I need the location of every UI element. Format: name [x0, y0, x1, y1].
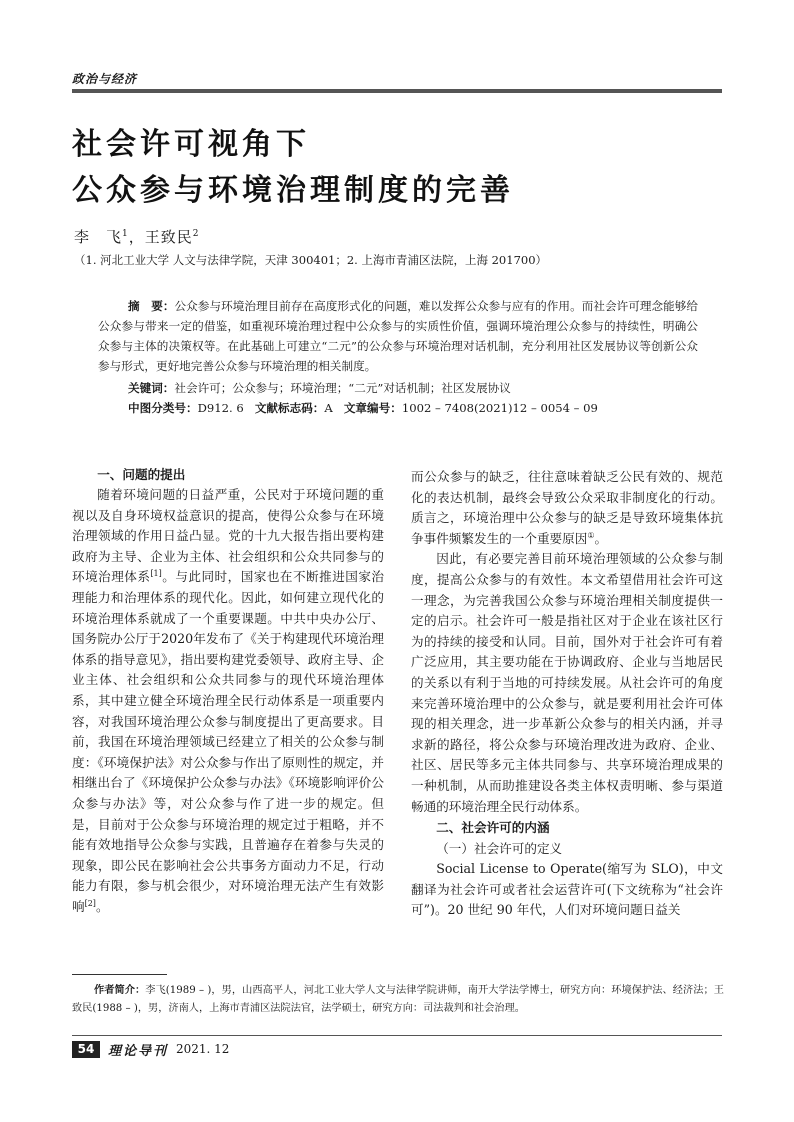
paragraph-1-part-b: 。与此同时，国家也在不断推进国家治理能力和治理体系的现代化。因此，如何建立现代化的环境治理体系就成了一个重要课题。中共中央办公厅、国务院办公厅于2020年发布了《关于构建现代环境治理体系的指导意见》，指出要构建党委领导、政府主导、企业主体、社会组织和公众共同参与的现代环境治理体系，其中建立健全环境治理全民行动体系是一项重要内容，对我国环境治理公众参与制度提出了更高要求。目前，我国在环境治理领域已经建立了相关的公众参与制度：《环境保护法》对公众参与作出了原则性的规定，并相继出台了《环境保护公众参与办法》《环境影响评价公众参与办法》等，对公众参与作了进一步的规定。但是，目前对于公众参与环境治理的规定过于粗略，并不能有效地指导公众参与实践，且普遍存在着参与失灵的现象，即公民在影响社会公共事务方面动力不足，行动能力有限，参与机会很少，对环境治理无法产生有效影响 — [72, 569, 385, 914]
paragraph-3: 因此，有必要完善目前环境治理领域的公众参与制度，提高公众参与的有效性。本文希望借用社会许可这一理念，为完善我国公众参与环境治理相关制度提供一定的启示。社会许可一般是指社区对于企业在该社区行为的持续的接受和认同。目前，国外对于社会许可有着广泛应用，其主要功能在于协调政府、企业与当地居民的关系以有利于当地的可持续发展。从社会许可的角度来完善环境治理中的公众参与，就是要利用社会许可体现的相关理念，进一步革新公众参与的相关内涵，并寻求新的路径，将公众参与环境治理改进为政府、企业、社区、居民等多元主体共同参与、共享环境治理成果的一种机制，从而助推建设各类主体权责明晰、参与渠道畅通的环境治理全民行动体系。 — [411, 551, 723, 814]
page-number: 54 — [72, 1041, 100, 1058]
footnote-rule — [72, 974, 167, 975]
article-title-line-2: 公众参与环境治理制度的完善 — [72, 173, 514, 208]
section-heading-1: 一、问题的提出 — [97, 467, 186, 482]
body-column-right — [411, 467, 723, 921]
paragraph-2 — [411, 467, 723, 549]
section-tag: 政治与经济 — [72, 72, 138, 86]
abstract-label: 摘 要： — [128, 299, 175, 313]
section-heading-2: 二、社会许可的内涵 — [436, 820, 550, 836]
author-bio-label: 作者简介： — [94, 985, 146, 996]
doc-code-value: A — [324, 401, 333, 415]
citation-2: [2] — [84, 898, 96, 908]
article-no-label: 文章编号： — [343, 401, 402, 415]
issue-number: 2021. 12 — [176, 1042, 230, 1056]
author-1-mark: 1 — [122, 229, 129, 239]
paragraph-4: Social License to Operate(缩写为 SLO)，中文翻译为社会许可或者社会运营许可(下文统称为“社会许可”)。20 世纪 90 年代，人们对环境问题日益关 — [411, 861, 723, 918]
body-column-left — [72, 464, 384, 917]
author-bio-text: 李飞(1989 – )，男，山西高平人，河北工业大学人文与法律学院讲师，南开大学法学博士，研究方向：环境保护法、经济法；王致民(1988 – )，男，济南人，上海市青浦区法院法官，法学硕士，研究方向：司法裁判和社会治理。 — [72, 985, 724, 1014]
author-2: 王致民 — [144, 228, 193, 246]
doc-code-label: 文献标志码： — [254, 401, 325, 415]
paragraph-1-part-a: 随着环境问题的日益严重，公民对于环境问题的重视以及自身环境权益意识的提高，使得公众参与在环境治理领域的作用日益凸显。党的十九大报告指出要构建政府为主导、企业为主体、社会组织和公众共同参与的环境治理体系 — [72, 487, 384, 585]
paragraph-2-part-a: 而公众参与的缺乏，往往意味着缺乏公民有效的、规范化的表达机制，最终会导致公众采取非制度化的行动。质言之，环境治理中公众参与的缺乏是导致环境集体抗争事件频繁发生的一个重要原因 — [411, 469, 723, 546]
keywords-text: 社会许可；公众参与；环境治理；“二元”对话机制；社区发展协议 — [174, 381, 511, 395]
journal-name: 理论导刊 — [108, 1044, 169, 1059]
abstract — [98, 296, 698, 376]
footnote-marker-1: ① — [587, 530, 595, 540]
author-1: 李 飞 — [74, 228, 123, 246]
clc-value: D912. 6 — [197, 401, 244, 415]
header-rule — [72, 89, 722, 93]
clc-label: 中图分类号： — [128, 401, 198, 415]
paragraph-1-part-c: 。 — [95, 898, 109, 914]
affiliation: （1. 河北工业大学 人文与法律学院，天津 300401；2. 上海市青浦区法院，上海 201700） — [74, 253, 548, 267]
abstract-block — [98, 296, 698, 418]
author-2-mark: 2 — [192, 229, 200, 239]
paragraph-1 — [72, 485, 384, 917]
subsection-heading-1: （一）社会许可的定义 — [436, 841, 563, 857]
article-no-value: 1002 – 7408(2021)12 – 0054 – 09 — [401, 401, 598, 415]
author-separator: ， — [128, 228, 145, 246]
paragraph-2-part-b: 。 — [594, 530, 608, 546]
citation-1: [1] — [150, 569, 162, 579]
keywords-label: 关键词： — [128, 381, 175, 395]
footer-rule — [72, 1035, 722, 1036]
author-bio-footnote — [72, 982, 724, 1018]
abstract-text: 公众参与环境治理目前存在高度形式化的问题，难以发挥公众参与应有的作用。而社会许可理念能够给公众参与带来一定的借鉴，如重视环境治理过程中公众参与的实质性价值，强调环境治理公众参与的持续性，明确公众参与主体的决策权等。在此基础上可建立“二元”的公众参与环境治理对话机制，充分利用社区发展协议等创新公众参与形式，更好地完善公众参与环境治理的相关制度。 — [98, 299, 698, 373]
article-title-line-1: 社会许可视角下 — [72, 127, 310, 162]
author-line — [74, 226, 200, 247]
keywords — [128, 378, 698, 398]
classification-line — [128, 398, 698, 418]
